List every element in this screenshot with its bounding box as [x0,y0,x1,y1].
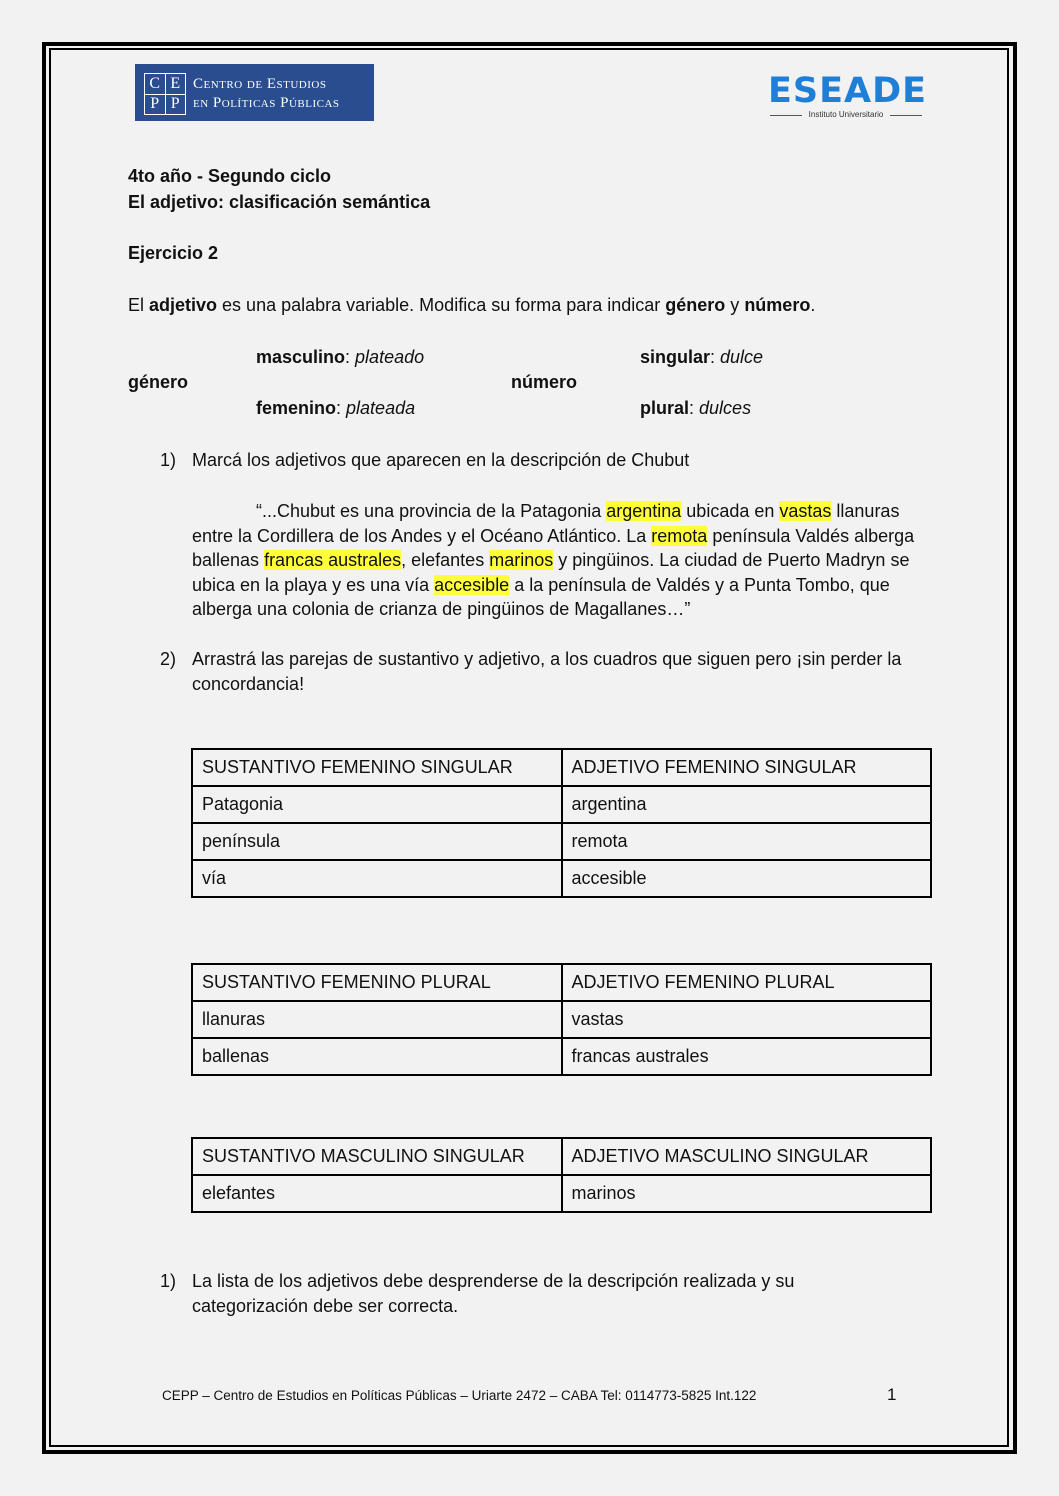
noun-cell[interactable]: elefantes [192,1175,562,1212]
page-number: 1 [887,1385,897,1404]
cepp-letter: C [145,74,165,94]
cepp-letter: P [166,95,186,115]
example-plural: plural: dulces [640,398,752,418]
passage-text: a la península de Valdés y a Punta Tombo, que alberga una colonia de crianza de pingüinos de Magallanes…” [192,574,890,620]
noun-cell[interactable]: península [192,823,562,860]
passage-text: ubicada en [681,501,780,521]
cepp-letter: P [145,95,165,115]
highlight-francas-australes: francas australes [264,550,402,571]
header-cell: ADJETIVO FEMENINO SINGULAR [562,749,932,786]
label-femenino: femenino [256,398,337,418]
footer-address: CEPP – Centro de Estudios en Políticas Públicas – Uriarte 2472 – CABA Tel: 0114773-5825 Int.122 [162,1388,757,1403]
q1-number: 1) [160,450,177,470]
intro-text: . [810,295,816,315]
cepp-logo [135,64,374,121]
example-femenino: femenino: plateada [256,398,416,418]
exercise-title: Ejercicio 2 [128,243,219,263]
cepp-letter: E [166,74,186,94]
topic-title: El adjetivo: clasificación semántica [128,192,431,212]
header-cell: SUSTANTIVO FEMENINO PLURAL [192,964,562,1001]
example-masculino: masculino: plateado [256,347,425,367]
example-singular: singular: dulce [640,347,764,367]
table-header-row [192,964,931,1001]
table-femenino-singular [191,748,932,898]
label-plural: plural [640,398,690,418]
note-number: 1) [160,1271,177,1291]
noun-cell[interactable]: llanuras [192,1001,562,1038]
table-row [192,1038,931,1075]
cepp-logo-line1: Centro de Estudios [193,76,327,92]
example-plateado: plateado [355,347,425,367]
eseade-subtitle: Instituto Universitario [808,110,884,119]
passage-text: “...Chubut es una provincia de la Patagonia [256,501,607,521]
intro-text: es una palabra variable. Modifica su forma para indicar [217,295,666,315]
label-genero: género [128,372,189,392]
chubut-passage [192,499,932,622]
passage-text: llanuras entre la Cordillera de los Andes y el Océano Atlántico. La [192,501,900,546]
label-masculino: masculino [256,347,346,367]
table-row [192,860,931,897]
header-cell: ADJETIVO FEMENINO PLURAL [562,964,932,1001]
cepp-monogram [144,73,186,115]
adjective-cell[interactable]: remota [562,823,932,860]
table-row [192,786,931,823]
passage-text: península Valdés alberga ballenas [192,525,915,571]
q2-text: Arrastrá las parejas de sustantivo y adjetivo, a los cuadros que siguen pero ¡sin perder la concordancia! [192,649,902,694]
highlight-argentina: argentina [606,501,682,521]
eseade-rule-right [890,115,922,116]
intro-sentence [128,294,815,316]
eseade-wordmark: ESEADE [768,71,928,111]
adjective-cell[interactable]: accesible [562,860,932,897]
adjective-cell[interactable]: argentina [562,786,932,823]
adjective-cell[interactable]: francas australes [562,1038,932,1075]
noun-cell[interactable]: ballenas [192,1038,562,1075]
example-dulce: dulce [720,347,764,367]
table-header-row [192,1138,931,1175]
header-cell: ADJETIVO MASCULINO SINGULAR [562,1138,932,1175]
highlight-vastas: vastas [779,501,832,521]
adjective-cell[interactable]: vastas [562,1001,932,1038]
table-row [192,823,931,860]
label-numero: número [511,372,578,392]
example-dulces: dulces [699,398,752,418]
adjective-cell[interactable]: marinos [562,1175,932,1212]
cepp-logo-line2: en Políticas Públicas [193,95,340,111]
highlight-remota: remota [651,525,708,546]
table-row [192,1175,931,1212]
q1-text: Marcá los adjetivos que aparecen en la descripción de Chubut [192,450,690,470]
header-cell: SUSTANTIVO MASCULINO SINGULAR [192,1138,562,1175]
label-singular: singular [640,347,711,367]
passage-text: y pingüinos. La ciudad de Puerto Madryn se ubica en la playa y es una vía [192,550,910,595]
table-row [192,1001,931,1038]
table-femenino-plural [191,963,932,1076]
note-text: La lista de los adjetivos debe desprenderse de la descripción realizada y su categorización debe ser correcta. [192,1271,795,1316]
noun-cell[interactable]: Patagonia [192,786,562,823]
intro-text: El [128,295,150,315]
table-masculino-singular [191,1137,932,1213]
intro-bold-numero: número [744,295,811,315]
course-level: 4to año - Segundo ciclo [128,166,332,186]
eseade-logo [768,71,928,122]
highlight-marinos: marinos [489,550,554,571]
intro-bold-genero: género [665,295,726,315]
table-header-row [192,749,931,786]
header-cell: SUSTANTIVO FEMENINO SINGULAR [192,749,562,786]
example-plateada: plateada [346,398,416,418]
intro-text: y [725,295,745,315]
cepp-logo-text [193,75,340,113]
highlight-accesible: accesible [434,574,510,595]
noun-cell[interactable]: vía [192,860,562,897]
q2-number: 2) [160,649,177,669]
passage-text: , elefantes [401,550,490,571]
intro-bold-adjetivo: adjetivo [149,295,218,315]
